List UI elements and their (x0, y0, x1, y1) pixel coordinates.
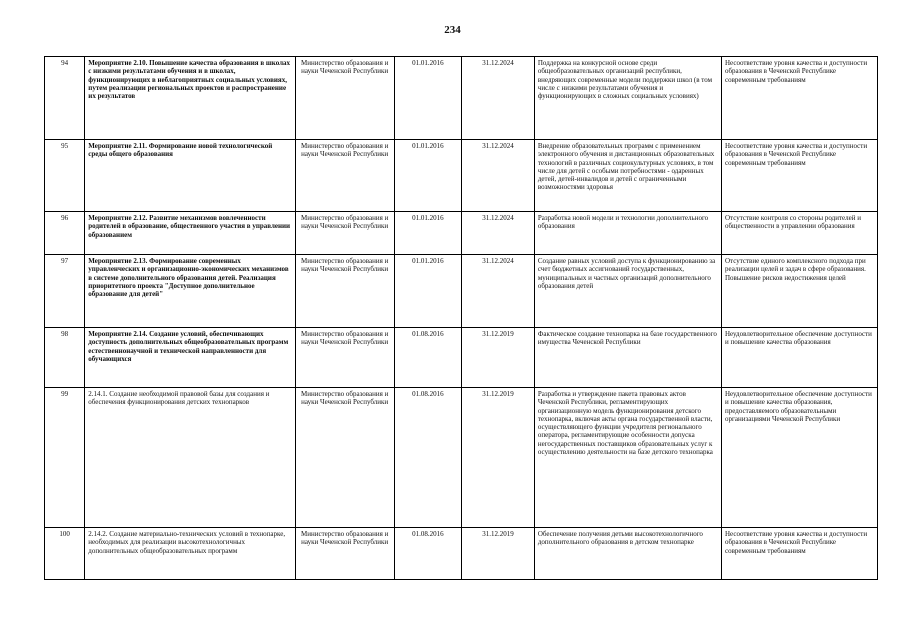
expected-result: Разработка новой модели и технологии дополнительного образования (534, 212, 721, 255)
executor: Министерство образования и науки Чеченской Республики (295, 328, 394, 388)
activity-name: Мероприятие 2.12. Развитие механизмов вовлеченности родителей в образование, общественного участия в управлении образованием (85, 212, 296, 255)
executor: Министерство образования и науки Чеченской Республики (295, 57, 394, 140)
page-number: 234 (444, 24, 461, 36)
table-row (45, 528, 878, 580)
start-date: 01.08.2016 (394, 328, 462, 388)
table-row (45, 212, 878, 255)
table-row (45, 388, 878, 528)
expected-result: Создание равных условий доступа к функционированию за счет бюджетных ассигнований государственных, муниципальных и частных организаций дополнительного образования детей (534, 255, 721, 328)
executor: Министерство образования и науки Чеченской Республики (295, 255, 394, 328)
risk-consequence: Отсутствие контроля со стороны родителей и общественности в управлении образования (722, 212, 878, 255)
table-row (45, 328, 878, 388)
activity-name: Мероприятие 2.14. Создание условий, обеспечивающих доступность дополнительных общеобразовательных программ естественнонаучной и технической направленности для обучающихся (85, 328, 296, 388)
risk-consequence: Отсутствие единого комплексного подхода при реализации целей и задач в сфере образования. Повышение рисков недостижения целей (722, 255, 878, 328)
risk-consequence: Несоответствие уровня качества и доступности образования в Чеченской Республике современным требованиям (722, 57, 878, 140)
activities-table (44, 56, 878, 580)
start-date: 01.01.2016 (394, 140, 462, 212)
activity-name: Мероприятие 2.11. Формирование новой технологической среды общего образования (85, 140, 296, 212)
executor: Министерство образования и науки Чеченской Республики (295, 212, 394, 255)
table-row (45, 255, 878, 328)
start-date: 01.01.2016 (394, 212, 462, 255)
row-number: 94 (45, 57, 85, 140)
row-number: 95 (45, 140, 85, 212)
expected-result: Поддержка на конкурсной основе среди общеобразовательных организаций республики, внедряющих современные модели поддержки школ (в том числе с низкими результатами обучения и функционирующих в сложных социальных условиях) (534, 57, 721, 140)
row-number: 98 (45, 328, 85, 388)
end-date: 31.12.2024 (462, 212, 535, 255)
start-date: 01.08.2016 (394, 528, 462, 580)
start-date: 01.01.2016 (394, 57, 462, 140)
row-number: 99 (45, 388, 85, 528)
end-date: 31.12.2024 (462, 140, 535, 212)
activity-name: Мероприятие 2.13. Формирование современных управленческих и организационно-экономических механизмов в системе дополнительного образования детей. Реализация приоритетного проекта "Доступное дополнительное образование для детей" (85, 255, 296, 328)
executor: Министерство образования и науки Чеченской Республики (295, 140, 394, 212)
table-row (45, 57, 878, 140)
executor: Министерство образования и науки Чеченской Республики (295, 388, 394, 528)
expected-result: Фактическое создание технопарка на базе государственного имущества Чеченской Республики (534, 328, 721, 388)
activity-name: Мероприятие 2.10. Повышение качества образования в школах с низкими результатами обучения и в школах, функционирующих в неблагоприятных социальных условиях, путем реализации региональных проектов и распространение их результатов (85, 57, 296, 140)
end-date: 31.12.2019 (462, 328, 535, 388)
start-date: 01.08.2016 (394, 388, 462, 528)
executor: Министерство образования и науки Чеченской Республики (295, 528, 394, 580)
row-number: 100 (45, 528, 85, 580)
end-date: 31.12.2024 (462, 255, 535, 328)
expected-result: Обеспечение получения детьми высокотехнологичного дополнительного образования в детском технопарке (534, 528, 721, 580)
activity-name: 2.14.1. Создание необходимой правовой базы для создания и обеспечения функционирования детских технопарков (85, 388, 296, 528)
start-date: 01.01.2016 (394, 255, 462, 328)
expected-result: Разработка и утверждение пакета правовых актов Чеченской Республики, регламентирующих организационную модель функционирования детского технопарка, включая акты органа государственной власти, осуществляющего функции учредителя регионального оператора, регламентирующие особенности допуска негосударственных поставщиков образовательных услуг к осуществлению деятельности на базе детского технопарка (534, 388, 721, 528)
risk-consequence: Неудовлетворительное обеспечение доступности и повышение качества образования, предоставляемого образовательными организациями Чеченской Республики (722, 388, 878, 528)
risk-consequence: Неудовлетворительное обеспечение доступности и повышение качества образования (722, 328, 878, 388)
risk-consequence: Несоответствие уровня качества и доступности образования в Чеченской Республике современным требованиям (722, 528, 878, 580)
end-date: 31.12.2024 (462, 57, 535, 140)
end-date: 31.12.2019 (462, 528, 535, 580)
end-date: 31.12.2019 (462, 388, 535, 528)
expected-result: Внедрение образовательных программ с применением электронного обучения и дистанционных образовательных технологий в различных социокультурных условиях, в том числе для детей с особыми потребностями - одаренных детей, детей-инвалидов и детей с ограниченными возможностями здоровья (534, 140, 721, 212)
row-number: 96 (45, 212, 85, 255)
row-number: 97 (45, 255, 85, 328)
activity-name: 2.14.2. Создание материально-технических условий в технопарке, необходимых для реализации высокотехнологичных дополнительных общеобразовательных программ (85, 528, 296, 580)
risk-consequence: Несоответствие уровня качества и доступности образования в Чеченской Республике современным требованиям (722, 140, 878, 212)
table-row (45, 140, 878, 212)
